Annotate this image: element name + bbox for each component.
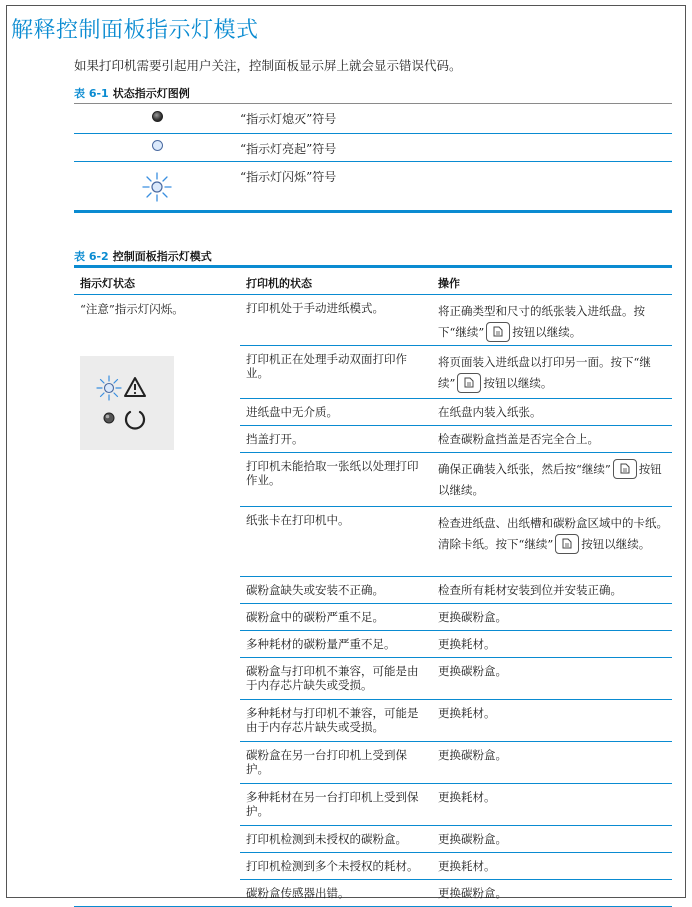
- action-cell: 更换耗材。: [438, 706, 496, 720]
- header-action: 操作: [438, 277, 460, 290]
- action-cell: [434, 346, 672, 398]
- table-row: [240, 783, 672, 825]
- action-text: 按钮以继续。: [512, 325, 582, 339]
- action-cell: 更换碳粉盒。: [438, 664, 507, 678]
- printer-state-cell: 多种耗材的碳粉量严重不足。: [246, 637, 396, 651]
- printer-state-cell: 多种耗材在另一台打印机上受到保护。: [246, 790, 419, 818]
- warning-icon: [125, 378, 145, 396]
- legend-row: [74, 133, 672, 161]
- legend-desc: “指示灯闪烁”符号: [240, 170, 337, 184]
- legend-desc: “指示灯熄灭”符号: [240, 112, 337, 126]
- action-cell: 更换耗材。: [438, 790, 496, 804]
- legend-row: [74, 104, 672, 133]
- action-cell: [434, 295, 672, 345]
- legend-desc: “指示灯亮起”符号: [240, 142, 337, 156]
- printer-state-cell: 打印机检测到多个未授权的耗材。: [246, 859, 419, 873]
- action-cell: [434, 453, 672, 506]
- light-pattern-table: [74, 265, 672, 907]
- ready-led-off-icon: [104, 413, 114, 423]
- table-row: [240, 452, 672, 506]
- table-row: [240, 699, 672, 741]
- table-row: [240, 345, 672, 398]
- action-text: 检查进纸盘、出纸槽和碳粉盒区域中的卡纸。清除卡纸。按下“继续”: [438, 516, 668, 551]
- led-off-icon: [152, 111, 163, 122]
- action-cell: 在纸盘内装入纸张。: [438, 405, 542, 419]
- action-text: 按钮以继续。: [438, 462, 662, 497]
- legend-row: [74, 161, 672, 210]
- action-text: 将正确类型和尺寸的纸张装入进纸盘。按下“继续”: [438, 304, 645, 339]
- intro-text: 如果打印机需要引起用户关注，控制面板显示屏上就会显示错误代码。: [74, 58, 462, 73]
- power-resume-icon: [126, 412, 144, 428]
- table-row: [240, 879, 672, 906]
- led-blink-icon: [142, 172, 172, 202]
- table1-title: 状态指示灯图例: [112, 87, 190, 100]
- printer-state-cell: 碳粉盒传感器出错。: [246, 886, 350, 900]
- table-row: [240, 741, 672, 783]
- header-printer-state: 打印机的状态: [246, 277, 312, 290]
- printer-state-cell: 打印机正在处理手动双面打印作业。: [246, 352, 407, 380]
- table-row: [240, 825, 672, 852]
- action-cell: 检查所有耗材安装到位并安装正确。: [438, 583, 622, 597]
- printer-state-cell: 挡盖打开。: [246, 432, 304, 446]
- printer-state-cell: 碳粉盒与打印机不兼容，可能是由于内存芯片缺失或受损。: [246, 664, 419, 692]
- table-row: [240, 576, 672, 603]
- table-row: [240, 603, 672, 630]
- table2-title: 控制面板指示灯模式: [112, 250, 212, 263]
- action-cell: [434, 507, 672, 576]
- table-row: [240, 295, 672, 345]
- table-row: [240, 506, 672, 576]
- printer-state-cell: 碳粉盒在另一台打印机上受到保护。: [246, 748, 407, 776]
- action-cell: 更换碳粉盒。: [438, 886, 507, 900]
- table1-caption: [74, 85, 190, 101]
- table-row: [240, 657, 672, 699]
- printer-state-cell: 碳粉盒中的碳粉严重不足。: [246, 610, 384, 624]
- legend-table: [74, 103, 672, 213]
- ok-button-icon: [457, 373, 481, 393]
- table2-caption: [74, 248, 212, 264]
- action-text: 确保正确装入纸张，然后按“继续”: [438, 462, 611, 476]
- action-cell: 更换碳粉盒。: [438, 832, 507, 846]
- table1-number: 表 6-1: [74, 87, 109, 100]
- printer-state-cell: 纸张卡在打印机中。: [246, 513, 350, 527]
- ok-button-icon: [486, 322, 510, 342]
- action-cell: 更换耗材。: [438, 637, 496, 651]
- printer-state-cell: 打印机处于手动进纸模式。: [246, 301, 384, 315]
- printer-state-cell: 多种耗材与打印机不兼容，可能是由于内存芯片缺失或受损。: [246, 706, 419, 734]
- page-title: 解释控制面板指示灯模式: [11, 18, 259, 43]
- header-light-status: 指示灯状态: [80, 277, 135, 290]
- printer-state-cell: 进纸盘中无介质。: [246, 405, 338, 419]
- attention-led-icon: [105, 384, 114, 393]
- action-cell: 更换耗材。: [438, 859, 496, 873]
- table-row: [240, 425, 672, 452]
- ok-button-icon: [555, 534, 579, 554]
- light-status-cell: [74, 295, 240, 906]
- control-panel-illustration: [80, 356, 174, 450]
- action-text: 按钮以继续。: [483, 376, 553, 390]
- table-header: [74, 268, 672, 295]
- status-text: “注意”指示灯闪烁。: [80, 302, 184, 316]
- printer-state-cell: 打印机检测到未授权的碳粉盒。: [246, 832, 407, 846]
- table2-number: 表 6-2: [74, 250, 109, 263]
- led-on-icon: [152, 140, 163, 151]
- printer-state-cell: 打印机未能拾取一张纸以处理打印作业。: [246, 459, 419, 487]
- action-text: 将页面装入进纸盘以打印另一面。按下“继续”: [438, 355, 651, 390]
- action-cell: 更换碳粉盒。: [438, 748, 507, 762]
- table-row: [240, 398, 672, 425]
- action-text: 按钮以继续。: [581, 537, 651, 551]
- table-row: [240, 630, 672, 657]
- table-row: [240, 852, 672, 879]
- action-cell: 检查碳粉盒挡盖是否完全合上。: [438, 432, 599, 446]
- ok-button-icon: [613, 459, 637, 479]
- printer-state-cell: 碳粉盒缺失或安装不正确。: [246, 583, 384, 597]
- action-cell: 更换碳粉盒。: [438, 610, 507, 624]
